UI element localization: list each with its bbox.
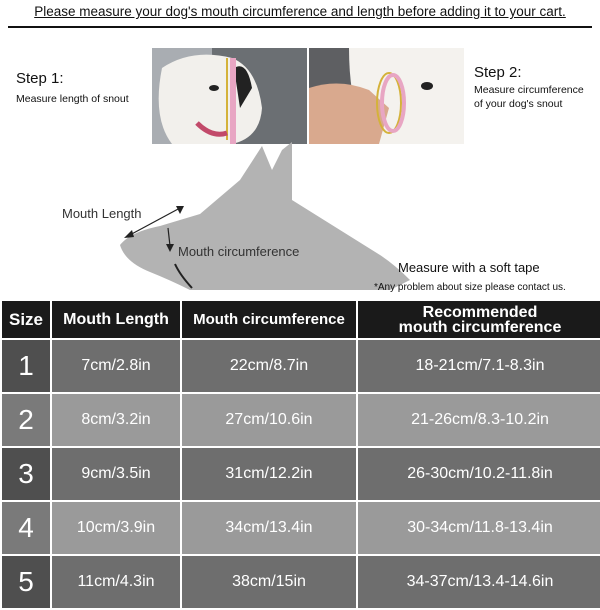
recommended-cell: 21-26cm/8.3-10.2in xyxy=(358,394,600,446)
step1-subtitle: Measure length of snout xyxy=(16,93,129,105)
size-cell: 1 xyxy=(2,340,50,392)
header-size: Size xyxy=(2,301,50,338)
table-row xyxy=(2,448,600,500)
size-cell: 3 xyxy=(2,448,50,500)
step2-title: Step 2: xyxy=(474,64,522,81)
step1-photo xyxy=(152,48,307,144)
length-cell: 9cm/3.5in xyxy=(52,448,180,500)
size-cell: 5 xyxy=(2,556,50,608)
table-row xyxy=(2,394,600,446)
instruction-banner xyxy=(0,0,600,26)
dog-head-diagram xyxy=(0,140,600,300)
header-mouth-length: Mouth Length xyxy=(52,301,180,338)
circumference-cell: 34cm/13.4in xyxy=(182,502,356,554)
circumference-cell: 22cm/8.7in xyxy=(182,340,356,392)
step2-photo xyxy=(309,48,464,144)
mouth-circumference-label: Mouth circumference xyxy=(178,244,300,259)
dog-silhouette xyxy=(120,142,410,290)
recommended-cell: 26-30cm/10.2-11.8in xyxy=(358,448,600,500)
mouth-length-label: Mouth Length xyxy=(62,206,142,221)
recommended-cell: 30-34cm/11.8-13.4in xyxy=(358,502,600,554)
size-contact-note: *Any problem about size please contact us. xyxy=(374,282,566,293)
recommended-cell: 34-37cm/13.4-14.6in xyxy=(358,556,600,608)
step1-title: Step 1: xyxy=(16,70,64,87)
length-cell: 10cm/3.9in xyxy=(52,502,180,554)
step2-subtitle-line1: Measure circumference xyxy=(474,84,584,96)
length-cell: 7cm/2.8in xyxy=(52,340,180,392)
size-cell: 2 xyxy=(2,394,50,446)
banner-text: Please measure your dog's mouth circumference and length before adding it to your cart. xyxy=(34,4,566,19)
header-recommended-line1: Recommended xyxy=(422,303,538,321)
step2-subtitle-line2: of your dog's snout xyxy=(474,98,563,110)
header-recommended xyxy=(358,301,600,338)
table-row xyxy=(2,502,600,554)
length-cell: 11cm/4.3in xyxy=(52,556,180,608)
circumference-cell: 31cm/12.2in xyxy=(182,448,356,500)
header-mouth-circumference: Mouth circumference xyxy=(182,301,356,338)
banner-divider xyxy=(8,26,592,28)
length-cell: 8cm/3.2in xyxy=(52,394,180,446)
circumference-cell: 38cm/15in xyxy=(182,556,356,608)
size-cell: 4 xyxy=(2,502,50,554)
soft-tape-note: Measure with a soft tape xyxy=(398,260,540,275)
size-table xyxy=(0,299,600,610)
table-row xyxy=(2,340,600,392)
recommended-cell: 18-21cm/7.1-8.3in xyxy=(358,340,600,392)
table-row xyxy=(2,556,600,608)
table-header-row xyxy=(2,301,600,338)
circumference-cell: 27cm/10.6in xyxy=(182,394,356,446)
header-recommended-line2: mouth circumference xyxy=(398,318,562,336)
